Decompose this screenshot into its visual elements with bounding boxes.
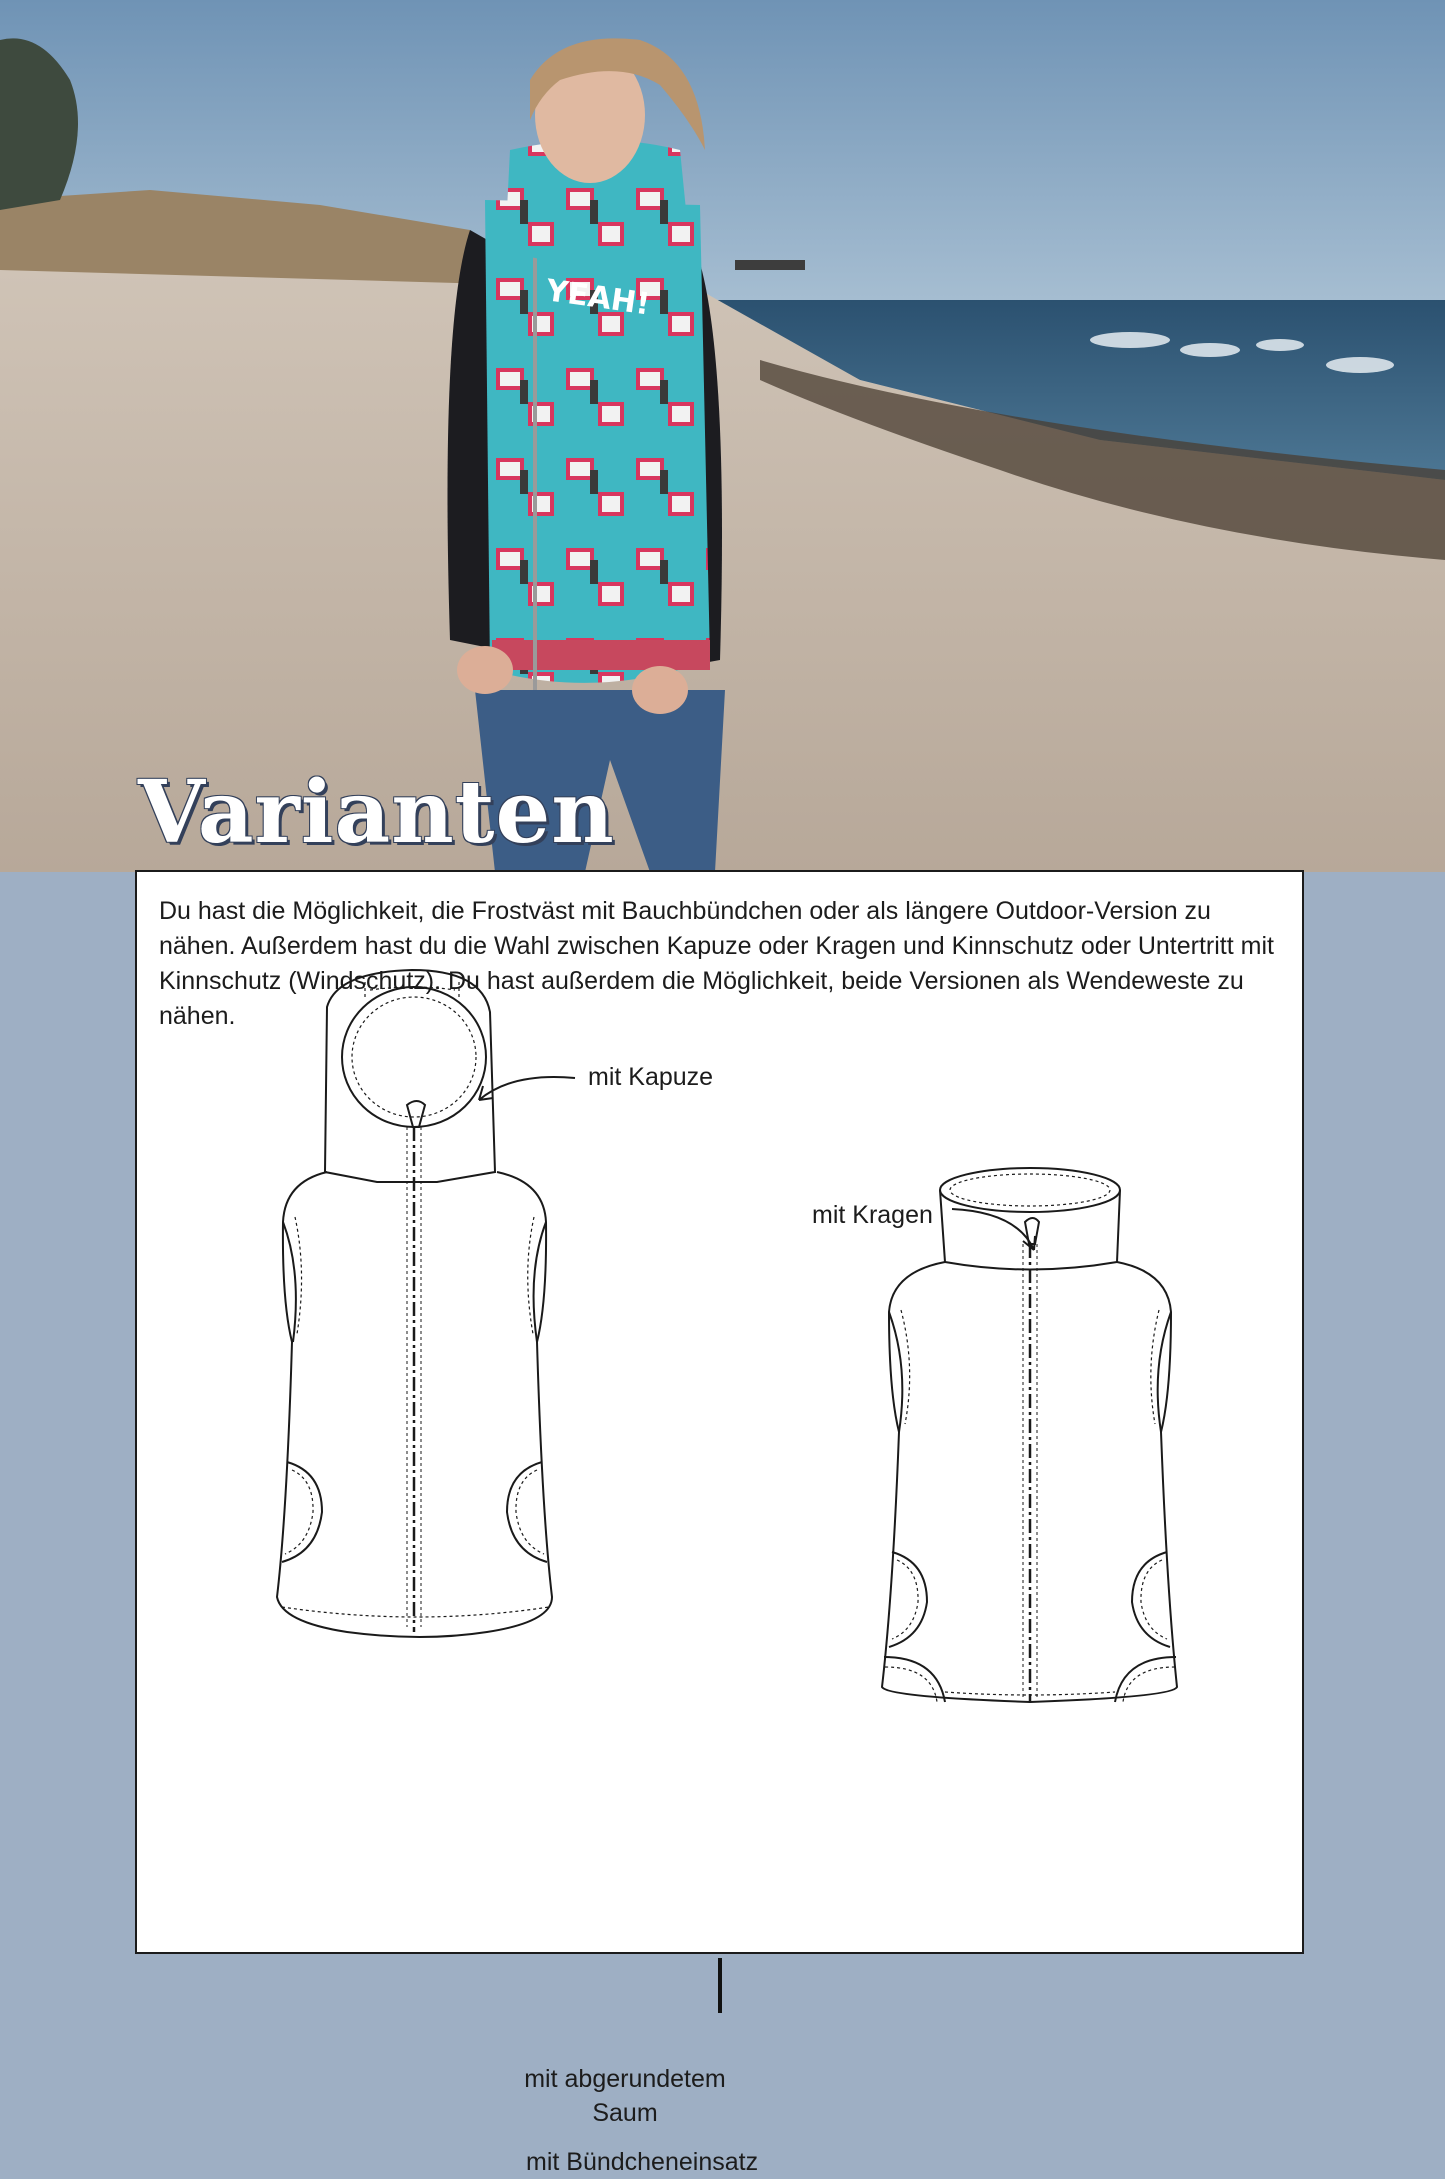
- label-rounded-hem-line2: Saum: [592, 2099, 658, 2127]
- label-collar: mit Kragen: [812, 1201, 933, 1229]
- vest-print-text: YEAH!: [543, 273, 652, 323]
- label-rounded-hem-line1: mit abgerundetem: [524, 2065, 726, 2093]
- page-title: Varianten: [138, 762, 615, 863]
- intro-text: Du hast die Möglichkeit, die Frostväst mit Bauchbündchen oder als längere Outdoor-Version zu nähen. Außerdem hast du die Wahl zwischen Kapuze oder Kragen und Kinnschutz oder Untertritt mit Kinnschutz (Windschutz). Du hast außerdem die Möglichkeit, beide Versionen als Wendeweste zu nähen.: [159, 897, 1274, 1030]
- label-hood: mit Kapuze: [588, 1063, 714, 1091]
- right-hand: [632, 666, 688, 714]
- vest-with-collar-drawing: [882, 1168, 1177, 1702]
- vest-cuff: [492, 640, 710, 670]
- label-rounded-hem: [505, 2062, 745, 2130]
- left-hand: [457, 646, 513, 694]
- vest-with-hood-drawing: [277, 970, 552, 1637]
- hood-opening: [342, 987, 486, 1127]
- vest: [485, 200, 710, 683]
- arrow-collar: [952, 1209, 1035, 1250]
- hero-photo: [0, 0, 1445, 872]
- variants-card: [135, 870, 1304, 2176]
- hood-outline: [325, 970, 495, 1182]
- pier-hut: [735, 260, 805, 270]
- label-cuff-insert: mit Bündcheneinsatz: [526, 2148, 759, 2176]
- technical-drawings: [137, 872, 1302, 1952]
- beach-photo-illustration: [0, 0, 1445, 872]
- page-number-marker: [718, 1958, 722, 2013]
- collar-top: [940, 1168, 1120, 1212]
